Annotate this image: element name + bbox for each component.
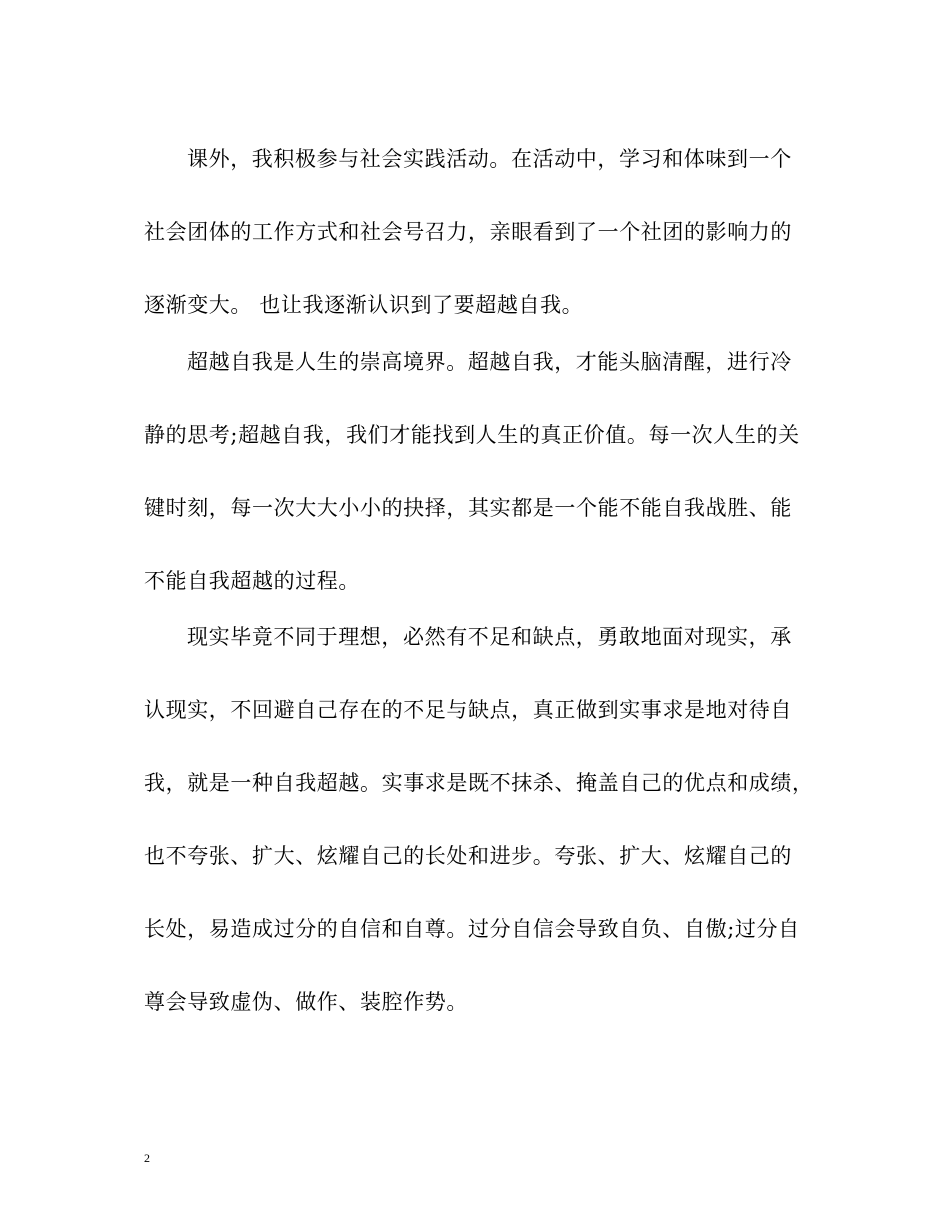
page-number: 2 <box>144 1151 150 1165</box>
paragraph-3-line-4: 也不夸张、扩大、炫耀自己的长处和进步。夸张、扩大、炫耀自己的 <box>144 844 792 868</box>
paragraph-2-line-3: 键时刻，每一次大大小小的抉择，其实都是一个能不能自我战胜、能 <box>144 496 792 520</box>
paragraph-2-line-1: 超越自我是人生的崇高境界。超越自我，才能头脑清醒，进行冷 <box>187 350 792 374</box>
paragraph-3-line-5: 长处，易造成过分的自信和自尊。过分自信会导致自负、自傲;过分自 <box>144 917 800 941</box>
body-text <box>144 133 814 1049</box>
paragraph-2-line-2: 静的思考;超越自我，我们才能找到人生的真正价值。每一次人生的关 <box>144 423 800 447</box>
paragraph-2-line-4: 不能自我超越的过程。 <box>144 569 360 593</box>
paragraph-3-line-3: 我，就是一种自我超越。实事求是既不抹杀、掩盖自己的优点和成绩， <box>144 771 814 795</box>
paragraph-1-line-2: 社会团体的工作方式和社会号召力，亲眼看到了一个社团的影响力的 <box>144 220 792 244</box>
paragraph-3-line-1: 现实毕竟不同于理想，必然有不足和缺点，勇敢地面对现实，承 <box>187 625 792 649</box>
paragraph-1-line-1: 课外，我积极参与社会实践活动。在活动中，学习和体味到一个 <box>187 147 792 171</box>
paragraph-3-line-2: 认现实，不回避自己存在的不足与缺点，真正做到实事求是地对待自 <box>144 698 792 722</box>
paragraph-3-line-6: 尊会导致虚伪、做作、装腔作势。 <box>144 990 468 1014</box>
paragraph-1-line-3: 逐渐变大。 也让我逐渐认识到了要超越自我。 <box>144 293 584 317</box>
